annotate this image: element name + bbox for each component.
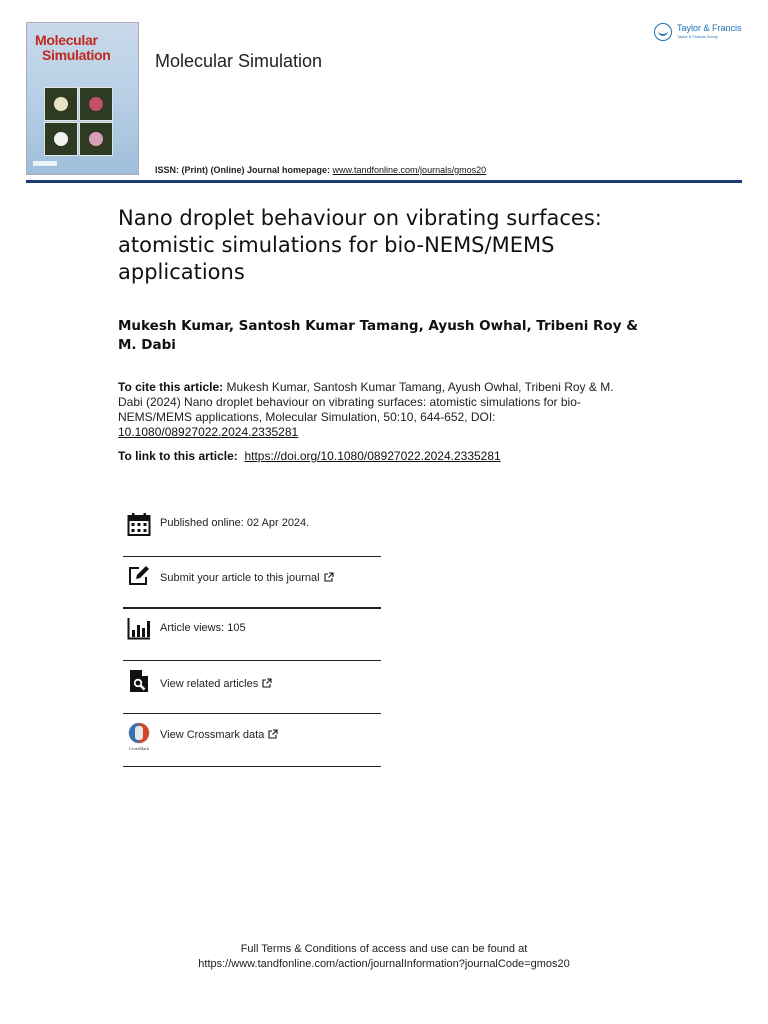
taylor-francis-logo-icon <box>654 23 672 41</box>
footer-terms-link[interactable]: https://www.tandfonline.com/action/journalInformation?journalCode=gmos20 <box>198 958 570 970</box>
journal-homepage-link[interactable]: www.tandfonline.com/journals/gmos20 <box>332 165 487 175</box>
row-divider <box>123 766 381 767</box>
crossmark-text: View Crossmark data <box>160 729 265 741</box>
article-link-block <box>118 449 678 464</box>
publisher-name: Taylor & Francis <box>677 23 742 33</box>
crossmark-label[interactable] <box>160 729 278 741</box>
published-online-row <box>123 505 381 557</box>
cite-label: To cite this article: <box>118 380 224 394</box>
crossmark-icon <box>127 722 151 752</box>
publisher-subtitle: Taylor & Francis Group <box>677 34 718 39</box>
journal-cover-image <box>26 22 139 175</box>
submit-article-label[interactable] <box>160 572 334 584</box>
article-doi-link[interactable]: https://doi.org/10.1080/08927022.2024.2335281 <box>244 449 501 463</box>
related-articles-row[interactable] <box>123 662 381 714</box>
edit-icon <box>127 564 151 588</box>
external-link-icon <box>262 678 272 688</box>
footer-line1: Full Terms & Conditions of access and use can be found at <box>240 943 528 955</box>
row-divider <box>123 713 381 714</box>
issn-line <box>155 165 486 175</box>
cover-title-line2: Simulation <box>42 47 111 63</box>
related-articles-text: View related articles <box>160 678 259 690</box>
cover-figure-tile <box>79 122 113 156</box>
row-divider <box>123 556 381 557</box>
article-title: Nano droplet behaviour on vibrating surfaces: atomistic simulations for bio-NEMS/MEMS applications <box>118 206 602 284</box>
cover-publisher-mark <box>33 161 57 166</box>
row-divider <box>123 660 381 661</box>
submit-article-row[interactable] <box>123 558 381 610</box>
calendar-icon <box>127 512 151 536</box>
crossmark-caption: CrossMark <box>129 746 149 751</box>
bar-chart-icon <box>127 617 151 641</box>
article-views-row <box>123 609 381 661</box>
submit-article-text: Submit your article to this journal <box>160 572 320 584</box>
cover-figure-tile <box>44 122 78 156</box>
document-search-icon <box>127 669 151 693</box>
publisher-logo[interactable] <box>654 22 750 46</box>
crossmark-row[interactable] <box>123 715 381 767</box>
link-label: To link to this article: <box>118 449 242 463</box>
cover-figure-tile <box>79 87 113 121</box>
header-divider <box>26 180 742 183</box>
cite-text: Mukesh Kumar, Santosh Kumar Tamang, Ayush Owhal, Tribeni Roy & M. Dabi (2024) Nano droplet behaviour on vibrating surfaces: atomistic simulations for bio-NEMS/MEMS applications, Molecular Simulation, 50:10, 644-652, DOI: <box>118 380 614 424</box>
issn-prefix: ISSN: (Print) (Online) Journal homepage: <box>155 165 333 175</box>
published-online-label: Published online: 02 Apr 2024. <box>160 517 310 529</box>
cover-figure-tile <box>44 87 78 121</box>
article-views-label: Article views: 105 <box>160 622 246 634</box>
related-articles-label[interactable] <box>160 678 272 690</box>
terms-footer <box>0 942 768 972</box>
external-link-icon <box>324 572 334 582</box>
article-authors: Mukesh Kumar, Santosh Kumar Tamang, Ayush Owhal, Tribeni Roy & M. Dabi <box>118 318 638 353</box>
external-link-icon <box>268 729 278 739</box>
journal-name: Molecular Simulation <box>155 51 323 71</box>
cite-doi-link[interactable]: 10.1080/08927022.2024.2335281 <box>118 425 299 439</box>
cover-title-line1: Molecular <box>35 32 98 48</box>
citation-block <box>118 380 638 440</box>
